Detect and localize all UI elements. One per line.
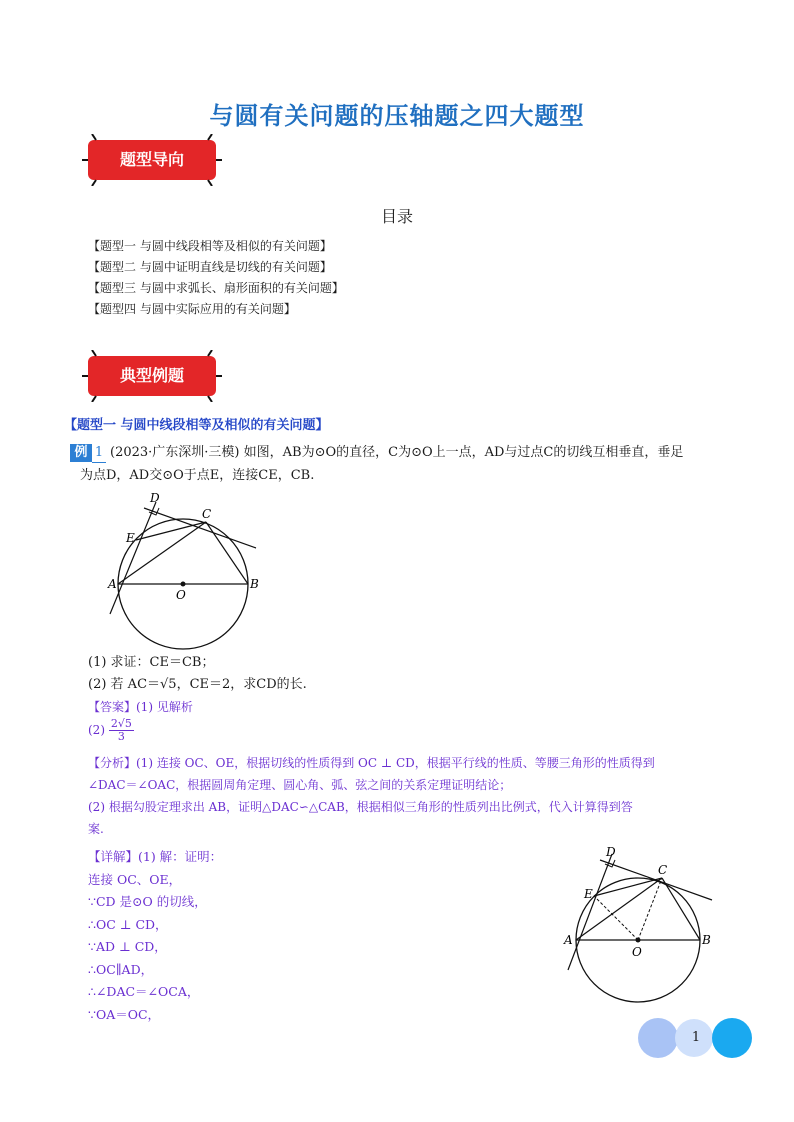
solution-line: ∵OA＝OC， xyxy=(88,1006,161,1022)
solution-line: 【详解】(1) 解：证明： xyxy=(88,849,223,864)
solution-line: ∴∠DAC＝∠OCA， xyxy=(88,984,200,999)
analysis-line1: 【分析】(1) 连接 OC、OE，根据切线的性质得到 OC ⊥ CD，根据平行线的性质、等腰三角形的性质得到 xyxy=(88,756,655,770)
label-C: C xyxy=(658,863,668,877)
label-O: O xyxy=(632,945,642,959)
analysis-line4: 案. xyxy=(88,822,104,836)
analysis-line2: ∠DAC＝∠OAC，根据圆周角定理、圆心角、弧、弦之间的关系定理证明结论； xyxy=(88,778,512,792)
analysis-line3: (2) 根据勾股定理求出 AB，证明△DAC∽△CAB，根据相似三角形的性质列出比例式，代入计算得到答 xyxy=(88,800,633,814)
answer-line1: 【答案】(1) 见解析 xyxy=(88,700,193,714)
toc-item[interactable]: 【题型一 与圆中线段相等及相似的有关问题】 xyxy=(88,239,332,253)
label-O: O xyxy=(176,588,186,602)
toc-title: 目录 xyxy=(380,207,413,226)
label-E: E xyxy=(126,531,135,545)
toc-item[interactable]: 【题型三 与圆中求弧长、扇形面积的有关问题】 xyxy=(88,281,344,295)
example-stem-line1: (2023·广东深圳·三模) 如图，AB为⊙O的直径，C为⊙O上一点，AD与过点C的切线互相垂直，垂足 xyxy=(110,445,684,460)
geometry-figure-2 xyxy=(560,840,730,1010)
label-E: E xyxy=(584,887,593,901)
geometry-figure-1 xyxy=(100,486,270,656)
solution-line: ∵CD 是⊙O 的切线， xyxy=(88,894,207,909)
example-number: 1 xyxy=(92,444,106,463)
question-2: (2) 若 AC＝√5，CE＝2，求CD的长. xyxy=(88,677,307,692)
page-title: 与圆有关问题的压轴题之四大题型 xyxy=(209,102,585,130)
solution-line: ∵AD ⊥ CD， xyxy=(88,939,167,954)
section-banner-examples xyxy=(88,356,216,396)
banner-label: 题型导向 xyxy=(119,150,184,169)
label-B: B xyxy=(702,933,711,947)
label-D: D xyxy=(150,491,160,505)
example-badge: 例 xyxy=(70,444,92,462)
example-stem-line2: 为点D，AD交⊙O于点E，连接CE，CB. xyxy=(80,468,315,483)
solution-block xyxy=(88,846,222,1026)
label-D: D xyxy=(606,845,616,859)
banner-label: 典型例题 xyxy=(119,366,184,385)
label-A: A xyxy=(108,577,117,591)
label-A: A xyxy=(564,933,573,947)
fraction-denominator: 3 xyxy=(117,730,125,743)
answer-fraction xyxy=(109,718,134,743)
solution-line: 连接 OC、OE， xyxy=(88,871,182,887)
fraction-numerator: 2√5 xyxy=(110,717,132,730)
label-B: B xyxy=(250,577,259,591)
toc-item[interactable]: 【题型二 与圆中证明直线是切线的有关问题】 xyxy=(88,260,332,274)
table-of-contents xyxy=(88,236,344,320)
page-number: 1 xyxy=(691,1030,701,1045)
answer-prefix: (2) xyxy=(88,723,105,737)
section-heading: 【题型一 与圆中线段相等及相似的有关问题】 xyxy=(64,418,329,433)
toc-item[interactable]: 【题型四 与圆中实际应用的有关问题】 xyxy=(88,302,296,316)
question-1: (1) 求证：CE＝CB； xyxy=(88,655,215,670)
solution-line: ∴OC∥AD， xyxy=(88,961,154,977)
answer-line2 xyxy=(88,718,134,743)
section-banner-guide xyxy=(88,140,216,180)
label-C: C xyxy=(202,507,212,521)
solution-line: ∴OC ⊥ CD， xyxy=(88,916,168,932)
